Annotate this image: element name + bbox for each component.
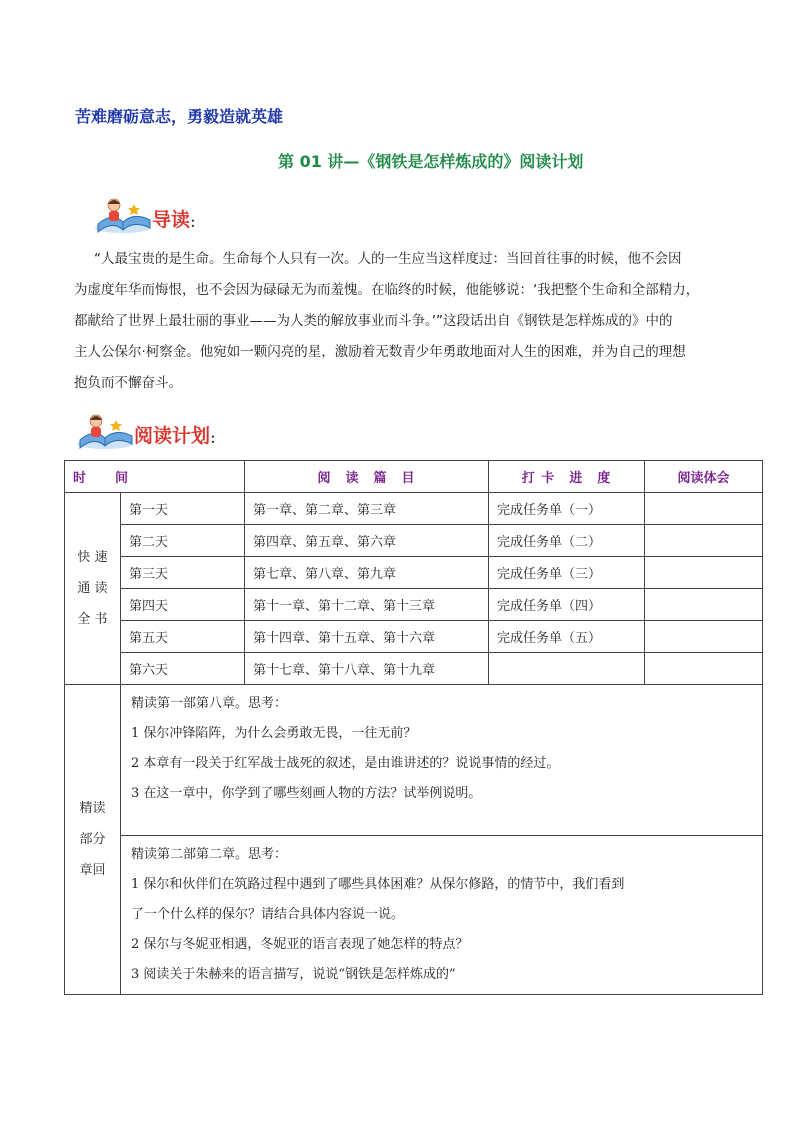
- header-progress: 打 卡 进 度: [489, 461, 645, 493]
- chapters-cell: 第七章、第八章、第九章: [245, 557, 489, 589]
- table-row: [65, 653, 763, 685]
- table-row: [65, 493, 763, 525]
- task-line: 3 阅读关于朱赫来的语言描写，说说“钢铁是怎样炼成的”: [131, 967, 456, 982]
- reflection-cell[interactable]: [645, 621, 763, 653]
- task-line: 了一个什么样的保尔？请结合具体内容说一说。: [131, 907, 405, 922]
- plan-heading: [74, 410, 216, 450]
- task-line: 1 保尔冲锋陷阵，为什么会勇敢无畏，一往无前？: [131, 726, 417, 741]
- plan-colon: :: [210, 428, 216, 448]
- intro-line: 抱负而不懈奋斗。: [74, 375, 182, 391]
- chapters-cell: 第一章、第二章、第三章: [245, 493, 489, 525]
- chapters-cell: 第十七章、第十八章、第十九章: [245, 653, 489, 685]
- intro-line: 主人公保尔·柯察金。他宛如一颗闪亮的星，激励着无数青少年勇敢地面对人生的困难，并为自己的理想: [74, 344, 686, 360]
- reading-child-icon: [92, 194, 154, 234]
- reading-plan-table: [64, 460, 763, 995]
- group-label-line: 全 书: [77, 612, 108, 627]
- group-label-line: 精读: [79, 801, 106, 816]
- group-label-line: 部分: [79, 832, 106, 847]
- motto: 苦难磨砺意志，勇毅造就英雄: [75, 107, 284, 126]
- guide-label: 导读: [152, 209, 191, 231]
- group-label-line: 快 速: [77, 550, 108, 565]
- intro-line: 为虚度年华而悔恨，也不会因为碌碌无为而羞愧。在临终的时候，他能够说：‘我把整个生命和全部精力，: [74, 282, 700, 298]
- header-chapters: 阅 读 篇 目: [245, 461, 489, 493]
- header-time: 时 间: [65, 461, 245, 493]
- page-title: 第 01 讲—《钢铁是怎样炼成的》阅读计划: [278, 152, 584, 171]
- reflection-cell[interactable]: [645, 557, 763, 589]
- table-row: [65, 589, 763, 621]
- day-cell: 第五天: [121, 621, 245, 653]
- task-line: 1 保尔和伙伴们在筑路过程中遇到了哪些具体困难？从保尔修路，的情节中，我们看到: [131, 877, 625, 892]
- header-reflection: 阅读体会: [645, 461, 763, 493]
- chapters-cell: 第十四章、第十五章、第十六章: [245, 621, 489, 653]
- progress-cell: 完成任务单（五）: [489, 621, 645, 653]
- intensive-task-2: [121, 836, 763, 995]
- chapters-cell: 第十一章、第十二章、第十三章: [245, 589, 489, 621]
- progress-cell: 完成任务单（二）: [489, 525, 645, 557]
- group-label-line: 章回: [79, 863, 106, 878]
- quick-read-group: [65, 493, 121, 685]
- table-row: [65, 557, 763, 589]
- table-row: [65, 685, 763, 836]
- progress-cell: 完成任务单（四）: [489, 589, 645, 621]
- reflection-cell[interactable]: [645, 493, 763, 525]
- task-line: 2 本章有一段关于红军战士战死的叙述，是由谁讲述的？说说事情的经过。: [131, 756, 560, 771]
- intensive-task-1: [121, 685, 763, 836]
- day-cell: 第四天: [121, 589, 245, 621]
- plan-label: 阅读计划: [134, 425, 211, 447]
- task-line: 3 在这一章中，你学到了哪些刻画人物的方法？试举例说明。: [131, 786, 482, 801]
- reflection-cell[interactable]: [645, 525, 763, 557]
- reflection-cell[interactable]: [645, 653, 763, 685]
- intro-line: 都献给了世界上最壮丽的事业——为人类的解放事业而斗争。’”这段话出自《钢铁是怎样炼成的》中的: [74, 313, 673, 329]
- intro-paragraph: [74, 244, 748, 399]
- intro-line: “人最宝贵的是生命。生命每个人只有一次。人的一生应当这样度过：当回首往事的时候，他不会因: [94, 251, 682, 267]
- table-row: [65, 621, 763, 653]
- progress-cell: 完成任务单（一）: [489, 493, 645, 525]
- progress-cell: 完成任务单（三）: [489, 557, 645, 589]
- guide-heading: [92, 194, 196, 234]
- day-cell: 第三天: [121, 557, 245, 589]
- table-header-row: [65, 461, 763, 493]
- table-row: [65, 525, 763, 557]
- intensive-read-group: [65, 685, 121, 995]
- chapters-cell: 第四章、第五章、第六章: [245, 525, 489, 557]
- task-line: 精读第一部第八章。思考：: [131, 696, 288, 711]
- progress-cell[interactable]: [489, 653, 645, 685]
- day-cell: 第二天: [121, 525, 245, 557]
- guide-colon: :: [190, 212, 196, 232]
- reflection-cell[interactable]: [645, 589, 763, 621]
- day-cell: 第六天: [121, 653, 245, 685]
- task-line: 精读第二部第二章。思考：: [131, 847, 288, 862]
- table-row: [65, 836, 763, 995]
- group-label-line: 通 读: [77, 581, 108, 596]
- day-cell: 第一天: [121, 493, 245, 525]
- reading-child-icon: [74, 410, 136, 450]
- task-line: 2 保尔与冬妮亚相遇，冬妮亚的语言表现了她怎样的特点？: [131, 937, 469, 952]
